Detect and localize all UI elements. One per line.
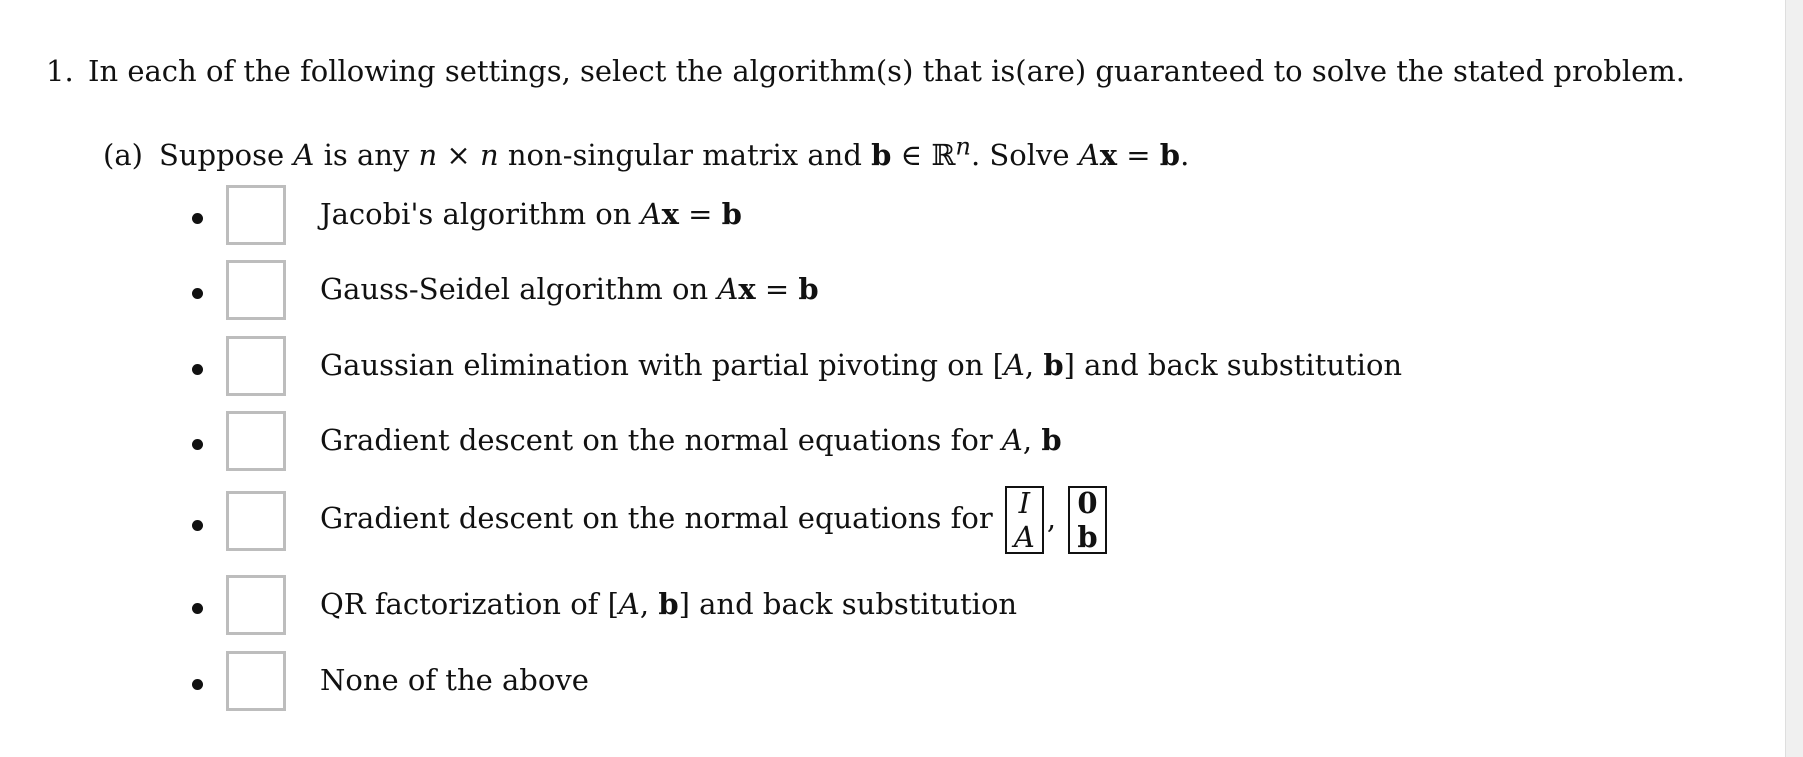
vertical-scrollbar[interactable] bbox=[1785, 0, 1803, 757]
option-label-none-of-the-above: None of the above bbox=[320, 663, 589, 697]
option-label-qr-factorization: QR factorization of [A, b] and back substitution bbox=[320, 587, 1018, 621]
checkbox-jacobi[interactable] bbox=[226, 185, 286, 245]
matrix-zero-b: 0 b bbox=[1068, 486, 1106, 554]
subpart-label: (a) bbox=[103, 137, 143, 172]
checkbox-gradient-descent-augmented[interactable] bbox=[226, 491, 286, 551]
bullet-icon bbox=[192, 213, 203, 224]
option-row-qr-factorization bbox=[0, 575, 1780, 641]
bullet-icon bbox=[192, 439, 203, 450]
subpart-text: Suppose A is any n × n non-singular matrix and b ∈ ℝ$^n$. Solve Ax = b. bbox=[159, 132, 1190, 172]
question-text: In each of the following settings, select the algorithm(s) that is(are) guaranteed to solve the stated problem. bbox=[88, 54, 1685, 88]
bullet-icon bbox=[192, 520, 203, 531]
checkbox-gaussian-elimination[interactable] bbox=[226, 336, 286, 396]
bullet-icon bbox=[192, 288, 203, 299]
option-label-jacobi: Jacobi's algorithm on Ax = b bbox=[320, 197, 742, 231]
option-label-gaussian-elimination: Gaussian elimination with partial pivoting on [A, b] and back substitution bbox=[320, 348, 1403, 382]
option-row-gradient-descent-augmented bbox=[0, 488, 1780, 558]
option-label-gauss-seidel: Gauss-Seidel algorithm on Ax = b bbox=[320, 272, 819, 306]
checkbox-none-of-the-above[interactable] bbox=[226, 651, 286, 711]
matrix-i-a: I A bbox=[1005, 486, 1044, 554]
bullet-icon bbox=[192, 603, 203, 614]
option-row-none-of-the-above bbox=[0, 651, 1780, 717]
option-row-gauss-seidel bbox=[0, 260, 1780, 326]
checkbox-gradient-descent-normal[interactable] bbox=[226, 411, 286, 471]
checkbox-gauss-seidel[interactable] bbox=[226, 260, 286, 320]
bullet-icon bbox=[192, 364, 203, 375]
checkbox-qr-factorization[interactable] bbox=[226, 575, 286, 635]
option-label-gradient-descent-augmented: Gradient descent on the normal equations for I A , 0 b bbox=[320, 486, 1110, 554]
option-row-jacobi bbox=[0, 185, 1780, 251]
question-1 bbox=[46, 54, 1685, 88]
option-label-gradient-descent-normal: Gradient descent on the normal equations for A, b bbox=[320, 423, 1062, 457]
option-row-gradient-descent-normal bbox=[0, 411, 1780, 477]
option-row-gaussian-elimination bbox=[0, 336, 1780, 402]
bullet-icon bbox=[192, 679, 203, 690]
subpart-a bbox=[103, 132, 1189, 172]
question-number: 1. bbox=[46, 54, 74, 88]
